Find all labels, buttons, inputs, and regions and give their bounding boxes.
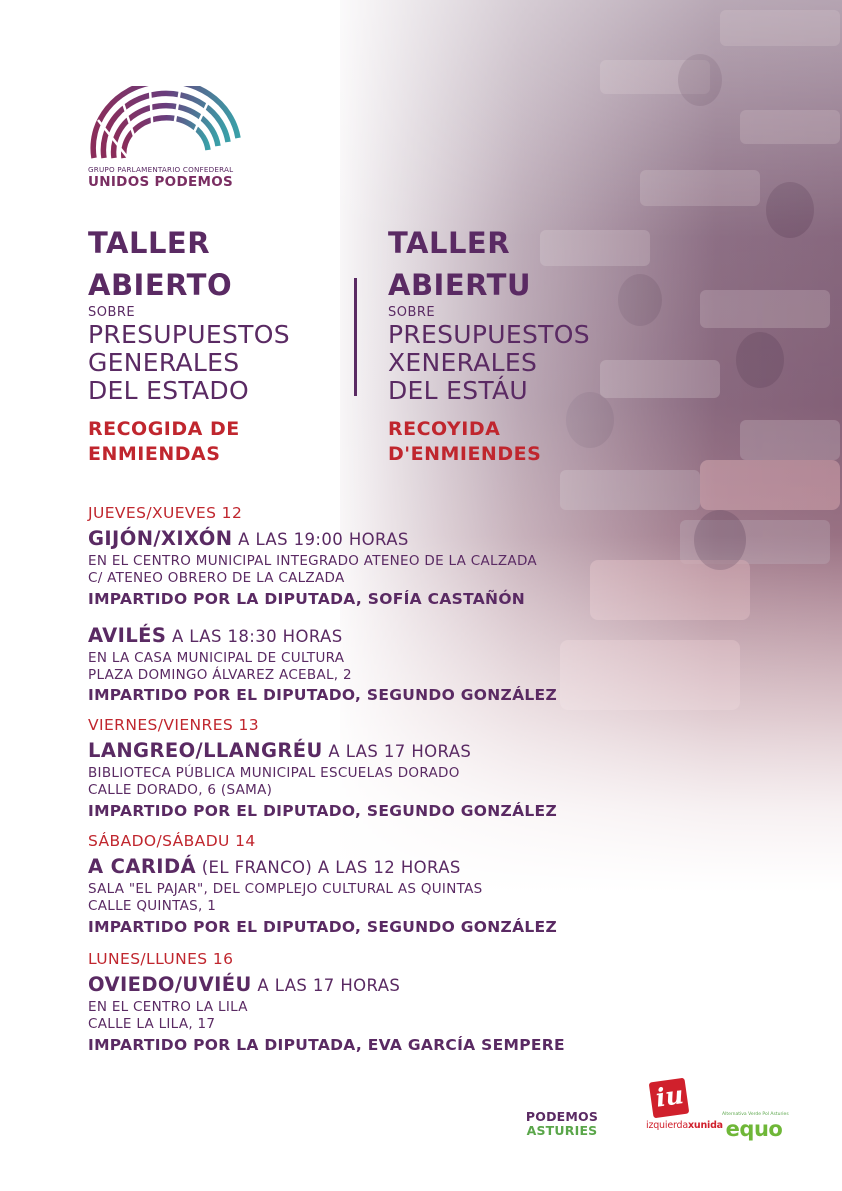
title-line-xenerales: XENERALES <box>388 348 538 377</box>
event-address-1: BIBLIOTECA PÚBLICA MUNICIPAL ESCUELAS DORADO <box>88 765 460 781</box>
title-line-presupuestos: PRESUPUESTOS <box>88 320 290 349</box>
equo-logo <box>722 1112 789 1141</box>
podemos-asturies-logo <box>522 1110 602 1138</box>
parliament-hemicycle-icon <box>88 86 244 166</box>
event-day: LUNES/LLUNES 16 <box>88 950 234 968</box>
subtitle-recoyida: RECOYIDA <box>388 418 501 440</box>
podemos-logo-bottom: ASTURIES <box>526 1123 598 1138</box>
title-line-abiertu: ABIERTU <box>388 268 532 302</box>
title-line-abierto: ABIERTO <box>88 268 233 302</box>
podemos-logo-top: PODEMOS <box>525 1109 599 1124</box>
event-time: A LAS 19:00 HORAS <box>232 530 409 549</box>
iu-wordmark <box>646 1120 723 1131</box>
event-time: A LAS 18:30 HORAS <box>166 627 343 646</box>
event-address-1: EN EL CENTRO MUNICIPAL INTEGRADO ATENEO DE LA CALZADA <box>88 553 537 569</box>
subtitle-enmiendas: ENMIENDAS <box>88 443 221 465</box>
unidos-podemos-logo <box>86 86 246 196</box>
title-divider <box>354 278 357 396</box>
title-castellano <box>88 226 338 467</box>
event-place: GIJÓN/XIXÓN <box>88 527 233 550</box>
event-place-line <box>88 855 461 878</box>
subtitle-recogida: RECOGIDA DE <box>88 418 240 440</box>
event-time: A LAS 17 HORAS <box>251 976 401 995</box>
event-day: VIERNES/VIENRES 13 <box>88 716 260 734</box>
event-address-2: CALLE QUINTAS, 1 <box>88 898 217 914</box>
title-line-presupuestos-ast: PRESUPUESTOS <box>388 320 590 349</box>
title-sobre: SOBRE <box>88 305 136 320</box>
logo-name: UNIDOS PODEMOS <box>88 174 234 190</box>
iu-mark-text: iu <box>653 1080 686 1113</box>
event-address-1: SALA "EL PAJAR", DEL COMPLEJO CULTURAL AS QUINTAS <box>88 881 483 897</box>
equo-tagline: Alternativa Verde Pol Asturies <box>722 1112 789 1117</box>
event-speaker: IMPARTIDO POR EL DIPUTADO, SEGUNDO GONZÁLEZ <box>88 802 557 820</box>
event-place: OVIEDO/UVIÉU <box>88 973 252 996</box>
event-place-line <box>88 739 471 762</box>
subtitle-denmiendes: D'ENMIENDES <box>388 443 542 465</box>
event-speaker: IMPARTIDO POR LA DIPUTADA, SOFÍA CASTAÑÓN <box>88 590 526 608</box>
iu-word-b: xunida <box>687 1120 723 1131</box>
title-line-taller: TALLER <box>88 226 211 260</box>
logo-group-line: GRUPO PARLAMENTARIO CONFEDERAL <box>88 165 234 174</box>
event-place-line <box>88 624 343 647</box>
equo-wordmark: equo <box>725 1117 783 1141</box>
title-line-generales: GENERALES <box>88 348 240 377</box>
event-speaker: IMPARTIDO POR EL DIPUTADO, SEGUNDO GONZÁLEZ <box>88 918 557 936</box>
izquierda-xunida-logo <box>646 1080 723 1131</box>
event-day: SÁBADO/SÁBADU 14 <box>88 832 256 850</box>
event-time: (EL FRANCO) A LAS 12 HORAS <box>196 858 461 877</box>
event-place: AVILÉS <box>88 624 167 647</box>
title-line-del-estado: DEL ESTADO <box>88 376 249 405</box>
iu-mark-icon <box>649 1078 690 1119</box>
event-place: A CARIDÁ <box>88 855 197 878</box>
title-asturianu <box>388 226 648 467</box>
event-speaker: IMPARTIDO POR LA DIPUTADA, EVA GARCÍA SEMPERE <box>88 1036 565 1054</box>
event-place-line <box>88 973 400 996</box>
event-speaker: IMPARTIDO POR EL DIPUTADO, SEGUNDO GONZÁLEZ <box>88 686 557 704</box>
title-line-taller-ast: TALLER <box>388 226 511 260</box>
event-address-1: EN EL CENTRO LA LILA <box>88 999 248 1015</box>
event-time: A LAS 17 HORAS <box>322 742 472 761</box>
event-place-line <box>88 527 409 550</box>
event-address-1: EN LA CASA MUNICIPAL DE CULTURA <box>88 650 345 666</box>
event-address-2: CALLE DORADO, 6 (SAMA) <box>88 782 273 798</box>
iu-word-a: izquierda <box>646 1120 688 1131</box>
event-day: JUEVES/XUEVES 12 <box>88 504 243 522</box>
title-sobre-ast: SOBRE <box>388 305 436 320</box>
event-address-2: PLAZA DOMINGO ÁLVAREZ ACEBAL, 2 <box>88 667 352 683</box>
event-place: LANGREO/LLANGRÉU <box>88 739 323 762</box>
event-address-2: C/ ATENEO OBRERO DE LA CALZADA <box>88 570 345 586</box>
event-address-2: CALLE LA LILA, 17 <box>88 1016 216 1032</box>
title-line-del-estau: DEL ESTÁU <box>388 376 529 405</box>
